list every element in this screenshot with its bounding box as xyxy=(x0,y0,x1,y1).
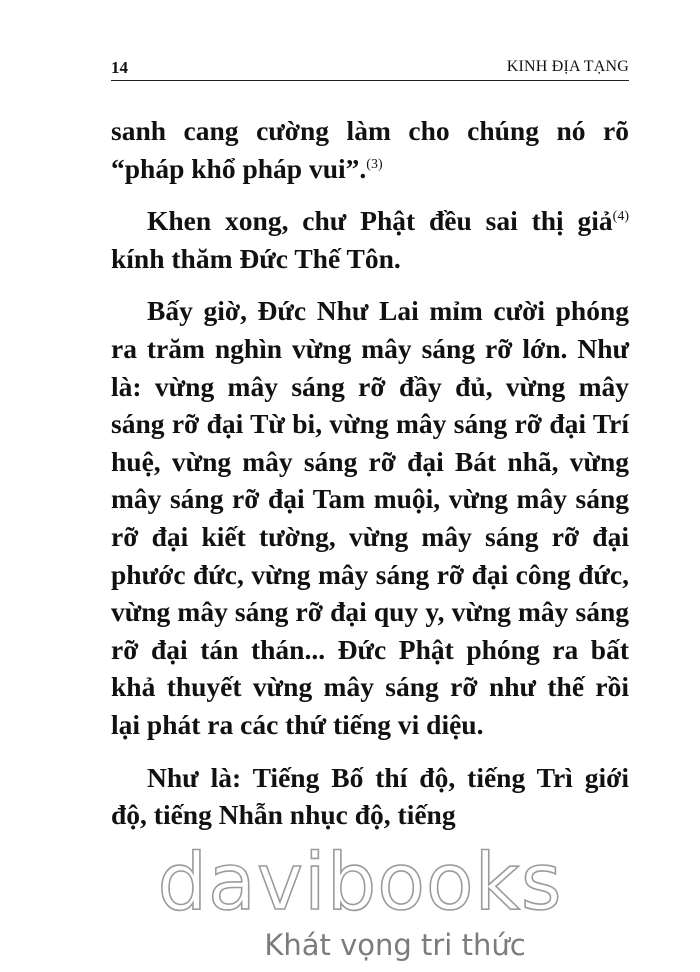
paragraph-2-text-before: Khen xong, chư Phật đều sai thị giả xyxy=(147,205,613,237)
paragraph-3-text: Bấy giờ, Đức Như Lai mỉm cười phóng ra trăm nghìn vừng mây sáng rỡ lớn. Như là: vừng mây sáng rỡ đầy đủ, vừng mây sáng rỡ đại Từ bi, vừng mây sáng rỡ đại Trí huệ, vừng mây sáng rỡ đại Bát nhã, vừng mây sáng rỡ đại Tam muội, vừng mây sáng rỡ đại kiết tường, vừng mây sáng rỡ đại phước đức, vừng mây sáng rỡ đại công đức, vừng mây sáng rỡ đại quy y, vừng mây sáng rỡ đại tán thán... Đức Phật phóng ra bất khả thuyết vừng mây sáng rỡ như thế rồi lại phát ra các thứ tiếng vi diệu. xyxy=(111,295,629,740)
page-header xyxy=(111,56,629,81)
paragraph-1-text: sanh cang cường làm cho chúng nó rõ “pháp khổ pháp vui”. xyxy=(111,115,629,184)
paragraph-3 xyxy=(111,292,629,743)
watermark-brand: davibooks xyxy=(157,838,563,928)
page-number: 14 xyxy=(111,58,128,77)
watermark-tagline: Khát vọng tri thức xyxy=(264,928,526,962)
paragraph-1 xyxy=(111,112,629,187)
paragraph-2 xyxy=(111,202,629,277)
running-title: KINH ĐỊA TẠNG xyxy=(506,58,629,75)
footnote-marker-4: (4) xyxy=(612,209,629,225)
paragraph-2-text-after: kính thăm Đức Thế Tôn. xyxy=(111,242,401,274)
watermark xyxy=(0,840,700,972)
page-body xyxy=(111,112,629,834)
paragraph-4 xyxy=(111,759,629,834)
footnote-marker-3: (3) xyxy=(366,156,383,172)
paragraph-4-text: Như là: Tiếng Bố thí độ, tiếng Trì giới độ, tiếng Nhẫn nhục độ, tiếng xyxy=(111,761,629,831)
